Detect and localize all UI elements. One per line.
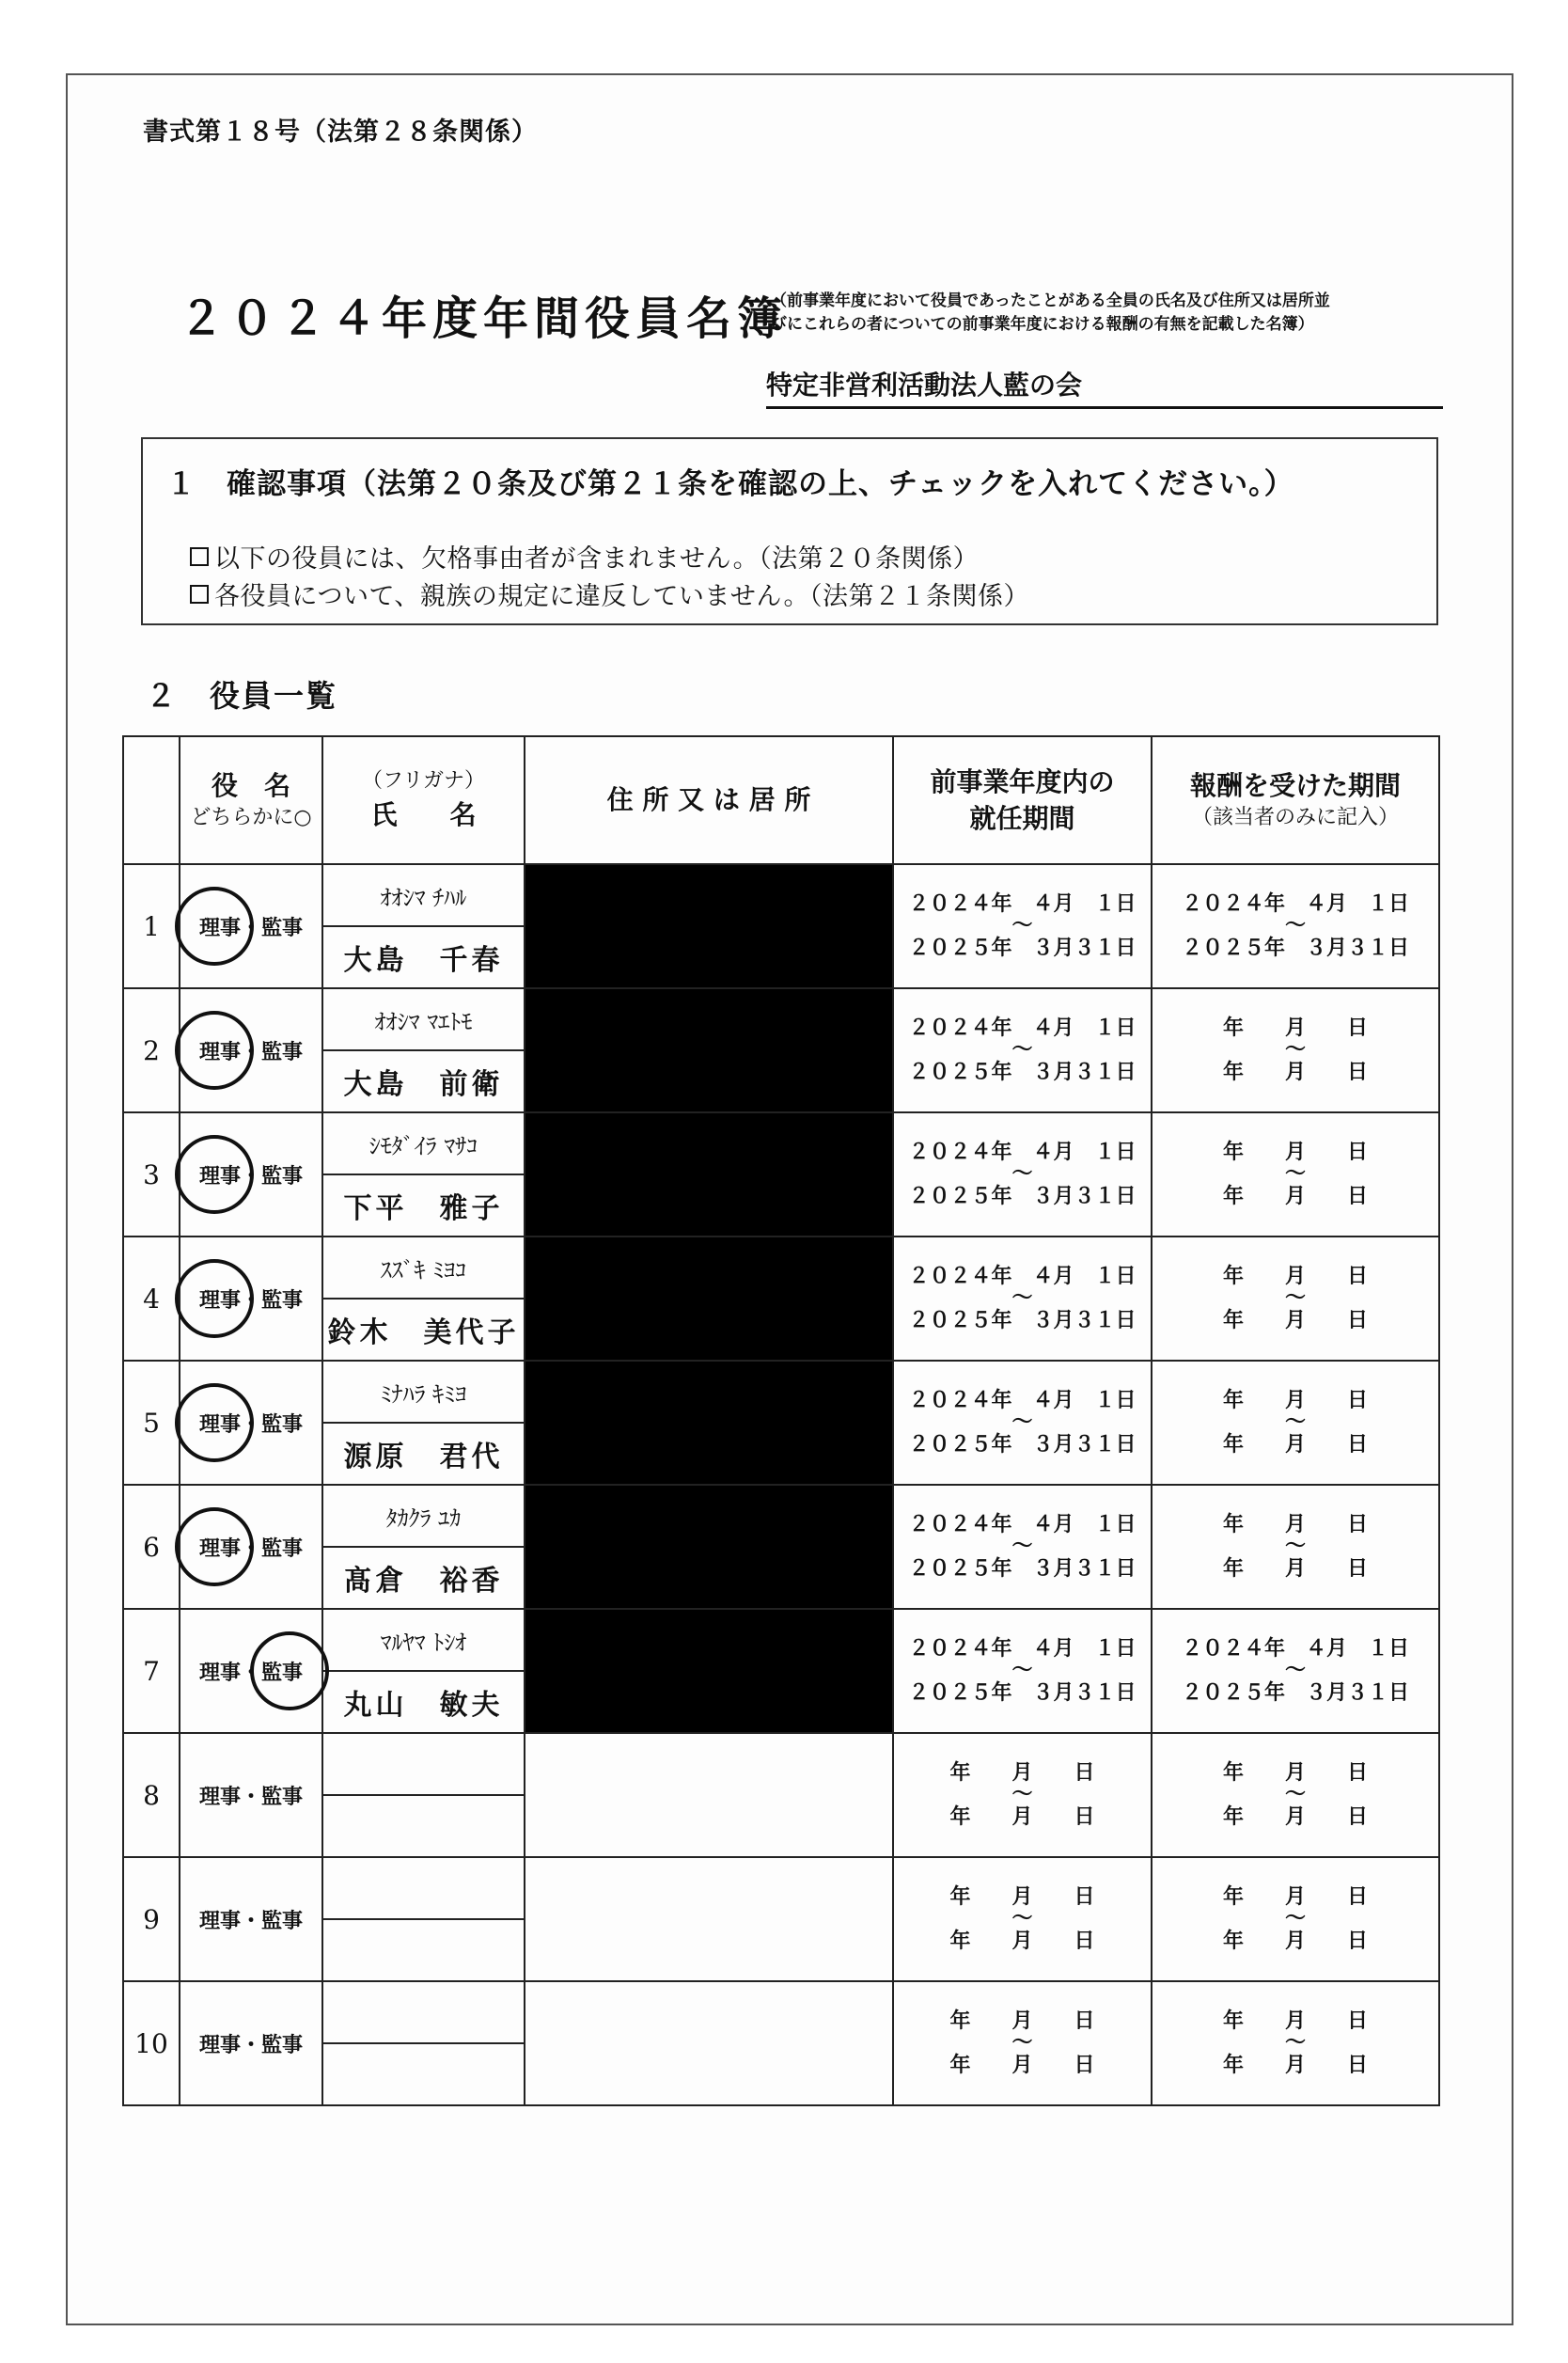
furigana-field[interactable]: ｵｵｼﾏ ﾏｴﾄﾓ bbox=[322, 988, 525, 1050]
furigana-field[interactable]: ﾏﾙﾔﾏ ﾄｼｵ bbox=[322, 1609, 525, 1671]
paid-period bbox=[1152, 864, 1439, 988]
tilde-mark: ～ bbox=[1284, 914, 1306, 938]
role-cell[interactable] bbox=[180, 1237, 322, 1361]
role-cell[interactable] bbox=[180, 1733, 322, 1857]
furigana-field[interactable] bbox=[322, 1857, 525, 1919]
address-field bbox=[525, 1237, 893, 1361]
role-text: 理事・監事 bbox=[198, 1784, 303, 1809]
furigana-field[interactable]: ｵｵｼﾏ ﾁﾊﾙ bbox=[322, 864, 525, 926]
address-field[interactable] bbox=[525, 1733, 893, 1857]
address-field bbox=[525, 1609, 893, 1733]
paid-from: 年 月 日 bbox=[1222, 1265, 1368, 1289]
header-name-label: 氏 名 bbox=[370, 798, 477, 830]
paid-to: 年 月 日 bbox=[1222, 1184, 1368, 1208]
paid-from: 年 月 日 bbox=[1222, 1885, 1368, 1910]
term-from: ２０２４年 ４月 １日 bbox=[908, 1016, 1137, 1041]
paid-from: ２０２４年 ４月 １日 bbox=[1181, 1637, 1409, 1662]
role-text-wrap bbox=[196, 2022, 306, 2066]
role-text: 理事・監事 bbox=[198, 1039, 303, 1064]
tilde-mark: ～ bbox=[1011, 2031, 1033, 2056]
address-field[interactable] bbox=[525, 1981, 893, 2105]
header-no bbox=[123, 736, 180, 864]
name-field[interactable]: 下平 雅子 bbox=[322, 1174, 525, 1237]
role-text-wrap bbox=[196, 1401, 306, 1445]
name-field[interactable]: 大島 前衛 bbox=[322, 1050, 525, 1112]
term-from: ２０２４年 ４月 １日 bbox=[908, 1389, 1137, 1413]
furigana-field[interactable]: ﾀｶｸﾗ ﾕｶ bbox=[322, 1485, 525, 1547]
paid-period bbox=[1152, 1733, 1439, 1857]
paid-to: 年 月 日 bbox=[1222, 2053, 1368, 2077]
relatives-checkbox[interactable] bbox=[190, 585, 209, 604]
role-cell[interactable] bbox=[180, 1485, 322, 1609]
address-field bbox=[525, 988, 893, 1112]
header-term-line1: 前事業年度内の bbox=[930, 765, 1115, 797]
header-role-sub: どちらかに○ bbox=[190, 806, 312, 830]
row-number: 3 bbox=[123, 1112, 180, 1237]
paid-from: ２０２４年 ４月 １日 bbox=[1181, 892, 1409, 917]
officers-table bbox=[122, 735, 1440, 2106]
name-field[interactable]: 鈴木 美代子 bbox=[322, 1299, 525, 1361]
role-text-wrap bbox=[196, 1029, 306, 1073]
furigana-field[interactable]: ｼﾓﾀﾞｲﾗ ﾏｻｺ bbox=[322, 1112, 525, 1174]
address-field bbox=[525, 1485, 893, 1609]
table-row bbox=[123, 864, 1439, 926]
name-field[interactable]: 髙倉 裕香 bbox=[322, 1547, 525, 1609]
confirmation-box bbox=[141, 437, 1438, 625]
role-cell[interactable] bbox=[180, 1981, 322, 2105]
paid-from: 年 月 日 bbox=[1222, 2009, 1368, 2034]
role-cell[interactable] bbox=[180, 864, 322, 988]
term-period bbox=[893, 988, 1152, 1112]
tilde-mark: ～ bbox=[1011, 1783, 1033, 1807]
tilde-mark: ～ bbox=[1284, 1535, 1306, 1559]
table-row bbox=[123, 1609, 1439, 1671]
table-row bbox=[123, 988, 1439, 1050]
role-text-wrap bbox=[196, 1153, 306, 1197]
header-term-line2: 就任期間 bbox=[969, 803, 1075, 834]
header-paid-sub: （該当者のみに記入） bbox=[1191, 806, 1399, 830]
term-to: ２０２５年 ３月３１日 bbox=[908, 1432, 1137, 1457]
role-cell[interactable] bbox=[180, 1361, 322, 1485]
term-period bbox=[893, 1981, 1152, 2105]
name-field[interactable] bbox=[322, 1795, 525, 1857]
tilde-mark: ～ bbox=[1284, 1162, 1306, 1187]
term-to: ２０２５年 ３月３１日 bbox=[908, 1556, 1137, 1581]
term-period bbox=[893, 1112, 1152, 1237]
tilde-mark: ～ bbox=[1284, 1410, 1306, 1435]
tilde-mark: ～ bbox=[1011, 1410, 1033, 1435]
role-text: 理事・監事 bbox=[198, 1908, 303, 1933]
paid-period bbox=[1152, 1485, 1439, 1609]
role-selection-circle bbox=[175, 1507, 254, 1586]
tilde-mark: ～ bbox=[1284, 2031, 1306, 2056]
table-header-row bbox=[123, 736, 1439, 864]
role-cell[interactable] bbox=[180, 988, 322, 1112]
role-text-wrap bbox=[196, 1773, 306, 1818]
role-text-wrap bbox=[196, 905, 306, 949]
header-paid-label: 報酬を受けた期間 bbox=[1189, 770, 1401, 801]
header-kana: （フリガナ） bbox=[362, 769, 485, 793]
term-period bbox=[893, 1857, 1152, 1981]
address-field bbox=[525, 1112, 893, 1237]
paid-to: 年 月 日 bbox=[1222, 1804, 1368, 1829]
title-note-line2: びにこれらの者についての前事業年度における報酬の有無を記載した名簿） bbox=[771, 314, 1314, 334]
table-row bbox=[123, 1112, 1439, 1174]
role-text: 理事・監事 bbox=[198, 1411, 303, 1437]
table-row bbox=[123, 1485, 1439, 1547]
disqualification-label: 以下の役員には、欠格事由者が含まれません。（法第２０条関係） bbox=[214, 544, 980, 574]
term-to: ２０２５年 ３月３１日 bbox=[908, 1184, 1137, 1208]
header-paid bbox=[1152, 736, 1439, 864]
section2-heading: ２ 役員一覧 bbox=[146, 678, 338, 714]
furigana-field[interactable]: ｽｽﾞｷ ﾐﾖｺ bbox=[322, 1237, 525, 1299]
term-period bbox=[893, 1237, 1152, 1361]
paid-to: 年 月 日 bbox=[1222, 1308, 1368, 1332]
paid-to: 年 月 日 bbox=[1222, 1060, 1368, 1084]
term-from: ２０２４年 ４月 １日 bbox=[908, 1141, 1137, 1165]
term-from: ２０２４年 ４月 １日 bbox=[908, 1513, 1137, 1537]
term-period bbox=[893, 864, 1152, 988]
paid-from: 年 月 日 bbox=[1222, 1141, 1368, 1165]
paid-period bbox=[1152, 1609, 1439, 1733]
row-number: 7 bbox=[123, 1609, 180, 1733]
tilde-mark: ～ bbox=[1011, 1907, 1033, 1931]
header-term bbox=[893, 736, 1152, 864]
table-row bbox=[123, 1237, 1439, 1299]
confirmation-heading: １ 確認事項（法第２０条及び第２１条を確認の上、チェックを入れてください。） bbox=[166, 467, 1294, 501]
term-period bbox=[893, 1361, 1152, 1485]
role-selection-circle bbox=[250, 1631, 329, 1710]
term-from: ２０２４年 ４月 １日 bbox=[908, 1265, 1137, 1289]
furigana-field[interactable] bbox=[322, 1981, 525, 2043]
paid-from: 年 月 日 bbox=[1222, 1389, 1368, 1413]
role-text: 理事・監事 bbox=[198, 1536, 303, 1561]
paid-period bbox=[1152, 1981, 1439, 2105]
paid-to: 年 月 日 bbox=[1222, 1556, 1368, 1581]
role-text-wrap bbox=[196, 1277, 306, 1321]
term-period bbox=[893, 1609, 1152, 1733]
title-note-line1: （前事業年度において役員であったことがある全員の氏名及び住所又は居所並 bbox=[771, 291, 1330, 310]
furigana-field[interactable] bbox=[322, 1733, 525, 1795]
name-field[interactable] bbox=[322, 1919, 525, 1981]
term-to: ２０２５年 ３月３１日 bbox=[908, 1680, 1137, 1705]
header-role-label: 役 名 bbox=[211, 770, 290, 801]
paid-to: 年 月 日 bbox=[1222, 1432, 1368, 1457]
term-from: ２０２４年 ４月 １日 bbox=[908, 892, 1137, 917]
row-number: 1 bbox=[123, 864, 180, 988]
tilde-mark: ～ bbox=[1011, 1659, 1033, 1683]
row-number: 8 bbox=[123, 1733, 180, 1857]
role-text: 理事・監事 bbox=[198, 1660, 303, 1685]
table-row bbox=[123, 1981, 1439, 2043]
role-text-wrap bbox=[196, 1649, 306, 1693]
tilde-mark: ～ bbox=[1284, 1286, 1306, 1311]
tilde-mark: ～ bbox=[1284, 1038, 1306, 1063]
row-number: 4 bbox=[123, 1237, 180, 1361]
role-text-wrap bbox=[196, 1898, 306, 1942]
relatives-label: 各役員について、親族の規定に違反していません。（法第２１条関係） bbox=[214, 582, 1030, 611]
paid-period bbox=[1152, 1112, 1439, 1237]
paid-to: ２０２５年 ３月３１日 bbox=[1181, 1680, 1409, 1705]
term-to: 年 月 日 bbox=[949, 2053, 1095, 2077]
row-number: 10 bbox=[123, 1981, 180, 2105]
paid-from: 年 月 日 bbox=[1222, 1761, 1368, 1786]
role-text: 理事・監事 bbox=[198, 915, 303, 940]
furigana-field[interactable]: ﾐﾅﾊﾗ ｷﾐﾖ bbox=[322, 1361, 525, 1423]
term-to: 年 月 日 bbox=[949, 1804, 1095, 1829]
term-to: ２０２５年 ３月３１日 bbox=[908, 1308, 1137, 1332]
tilde-mark: ～ bbox=[1284, 1659, 1306, 1683]
role-text-wrap bbox=[196, 1525, 306, 1569]
paid-to: 年 月 日 bbox=[1222, 1929, 1368, 1953]
tilde-mark: ～ bbox=[1011, 1038, 1033, 1063]
row-number: 5 bbox=[123, 1361, 180, 1485]
header-address: 住 所 又 は 居 所 bbox=[525, 736, 893, 864]
term-from: 年 月 日 bbox=[949, 1885, 1095, 1910]
confirmation-item-disqualification bbox=[190, 538, 979, 575]
name-field[interactable]: 大島 千春 bbox=[322, 926, 525, 988]
row-number: 2 bbox=[123, 988, 180, 1112]
role-cell[interactable] bbox=[180, 1609, 322, 1733]
table-row bbox=[123, 1733, 1439, 1795]
paid-period bbox=[1152, 1857, 1439, 1981]
term-from: 年 月 日 bbox=[949, 2009, 1095, 2034]
paid-to: ２０２５年 ３月３１日 bbox=[1181, 936, 1409, 960]
role-selection-circle bbox=[175, 1383, 254, 1462]
name-field[interactable]: 丸山 敏夫 bbox=[322, 1671, 525, 1733]
tilde-mark: ～ bbox=[1284, 1907, 1306, 1931]
tilde-mark: ～ bbox=[1011, 914, 1033, 938]
page-title: ２０２４年度年間役員名簿 bbox=[179, 292, 789, 345]
form-number: 書式第１８号（法第２８条関係） bbox=[143, 118, 538, 147]
disqualification-checkbox[interactable] bbox=[190, 547, 209, 566]
organization-name: 特定非営利活動法人藍の会 bbox=[766, 365, 1443, 409]
term-from: ２０２４年 ４月 １日 bbox=[908, 1637, 1137, 1662]
tilde-mark: ～ bbox=[1011, 1535, 1033, 1559]
role-cell[interactable] bbox=[180, 1112, 322, 1237]
address-field[interactable] bbox=[525, 1857, 893, 1981]
address-field bbox=[525, 864, 893, 988]
term-period bbox=[893, 1485, 1152, 1609]
role-cell[interactable] bbox=[180, 1857, 322, 1981]
tilde-mark: ～ bbox=[1011, 1162, 1033, 1187]
term-to: 年 月 日 bbox=[949, 1929, 1095, 1953]
role-text: 理事・監事 bbox=[198, 1163, 303, 1189]
term-to: ２０２５年 ３月３１日 bbox=[908, 1060, 1137, 1084]
row-number: 9 bbox=[123, 1857, 180, 1981]
tilde-mark: ～ bbox=[1284, 1783, 1306, 1807]
paid-period bbox=[1152, 988, 1439, 1112]
term-from: 年 月 日 bbox=[949, 1761, 1095, 1786]
paid-from: 年 月 日 bbox=[1222, 1513, 1368, 1537]
role-selection-circle bbox=[175, 1259, 254, 1338]
row-number: 6 bbox=[123, 1485, 180, 1609]
header-role bbox=[180, 736, 322, 864]
paid-period bbox=[1152, 1237, 1439, 1361]
table-row bbox=[123, 1361, 1439, 1423]
header-name bbox=[322, 736, 525, 864]
term-period bbox=[893, 1733, 1152, 1857]
paid-from: 年 月 日 bbox=[1222, 1016, 1368, 1041]
role-text: 理事・監事 bbox=[198, 1287, 303, 1313]
table-row bbox=[123, 1857, 1439, 1919]
role-selection-circle bbox=[175, 887, 254, 966]
name-field[interactable] bbox=[322, 2043, 525, 2105]
name-field[interactable]: 源原 君代 bbox=[322, 1423, 525, 1485]
address-field bbox=[525, 1361, 893, 1485]
tilde-mark: ～ bbox=[1011, 1286, 1033, 1311]
role-selection-circle bbox=[175, 1011, 254, 1090]
confirmation-item-relatives bbox=[190, 575, 1029, 612]
term-to: ２０２５年 ３月３１日 bbox=[908, 936, 1137, 960]
role-selection-circle bbox=[175, 1135, 254, 1214]
title-note bbox=[771, 290, 1448, 336]
paid-period bbox=[1152, 1361, 1439, 1485]
role-text: 理事・監事 bbox=[198, 2032, 303, 2057]
